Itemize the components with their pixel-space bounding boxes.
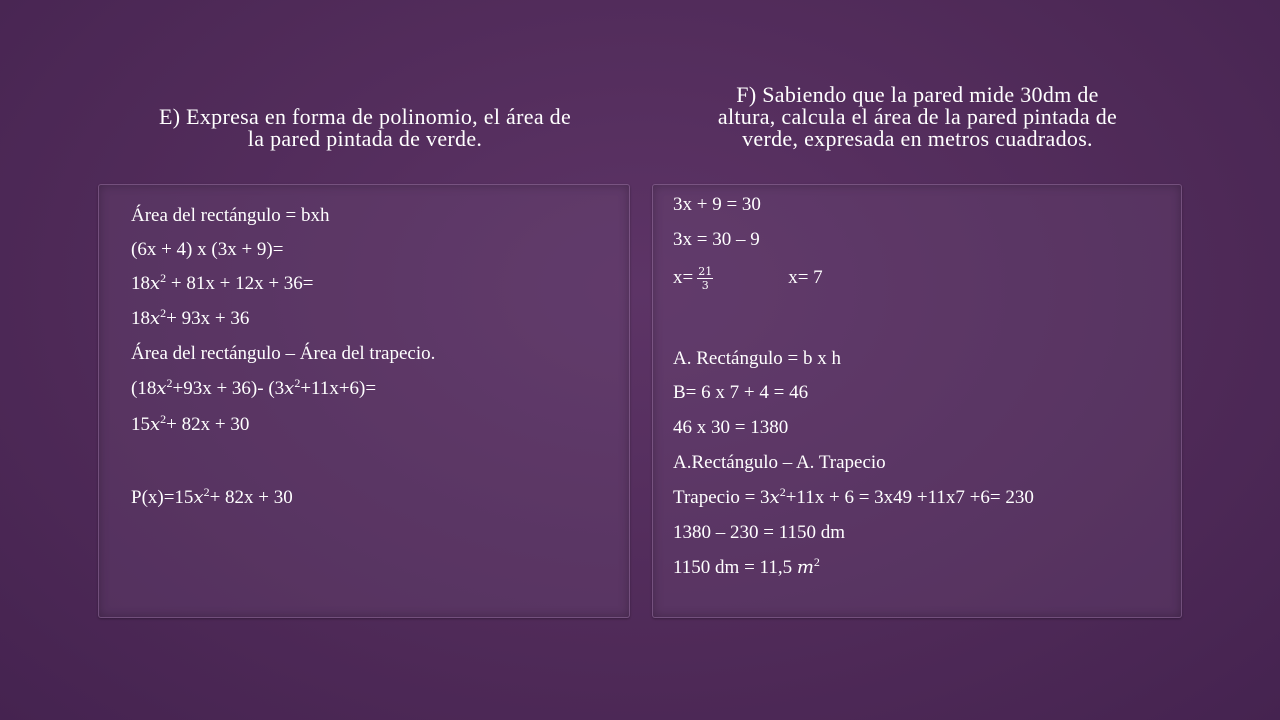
answer-e-line-7	[131, 414, 249, 436]
exponent: 2	[294, 376, 301, 390]
terms: + 82x + 30	[166, 414, 250, 435]
variable: x	[150, 273, 161, 294]
answer-f-line-4	[673, 348, 841, 370]
exponent: 2	[813, 555, 820, 569]
question-f-line-1: F) Sabiendo que la pared mide 30dm de	[736, 82, 1099, 107]
rectangle-area-product: (6x + 4) x (3x + 9)=	[131, 239, 284, 260]
conversion: 1150 dm = 11,5	[673, 557, 797, 578]
answer-e-line-2	[131, 239, 283, 261]
unit-m: m	[796, 557, 814, 578]
answer-f-line-8	[673, 487, 1034, 509]
answer-f-line-7	[673, 452, 886, 474]
coef: 18	[131, 308, 150, 329]
x-equals: x=	[673, 266, 694, 288]
coef: 18	[131, 273, 150, 294]
coef: 15	[131, 414, 150, 435]
part: +11x + 6 = 3x49 +11x7 +6= 230	[785, 487, 1034, 508]
part: (18	[131, 378, 157, 399]
question-e-line-2: la pared pintada de verde.	[247, 126, 483, 151]
answer-e-line-4	[131, 308, 249, 330]
exponent: 2	[203, 485, 210, 499]
answer-f-line-1	[673, 194, 761, 216]
fraction-denominator: 3	[701, 279, 709, 292]
answer-f-panel	[652, 184, 1182, 618]
answer-f-line-6	[673, 417, 788, 439]
base-calc: B= 6 x 7 + 4 = 46	[673, 382, 809, 403]
x-value: x= 7	[788, 266, 823, 288]
variable: x	[769, 487, 780, 508]
variable: x	[150, 308, 161, 329]
answer-e-line-5	[131, 343, 435, 365]
question-f-line-3: verde, expresada en metros cuadrados.	[742, 126, 1093, 151]
answer-e-line-6	[131, 378, 376, 400]
variable: x	[284, 378, 295, 399]
fraction	[697, 265, 713, 292]
part: Trapecio = 3	[673, 487, 770, 508]
answer-e-panel	[98, 184, 630, 618]
exponent: 2	[779, 485, 786, 499]
area-difference-label: A.Rectángulo – A. Trapecio	[673, 452, 886, 473]
exponent: 2	[160, 412, 167, 426]
variable: x	[150, 414, 161, 435]
rectangle-area-formula: Área del rectángulo = bxh	[131, 205, 330, 226]
rectangle-area-formula: A. Rectángulo = b x h	[673, 348, 841, 369]
part: +93x + 36)- (3	[172, 378, 285, 399]
equation: 3x + 9 = 30	[673, 194, 761, 215]
answer-f-line-5	[673, 382, 808, 404]
answer-f-line-2	[673, 229, 760, 251]
question-f-heading	[640, 84, 1195, 150]
terms: + 93x + 36	[166, 308, 250, 329]
equation: 3x = 30 – 9	[673, 229, 760, 250]
answer-e-line-3	[131, 273, 314, 295]
variable: x	[156, 378, 167, 399]
variable: x	[193, 487, 204, 508]
answer-f-line-3	[673, 265, 823, 292]
exponent: 2	[166, 376, 173, 390]
answer-e-line-1	[131, 205, 330, 227]
terms: + 81x + 12x + 36=	[166, 273, 314, 294]
question-e-heading	[90, 106, 640, 150]
question-f-line-2: altura, calcula el área de la pared pintada de	[717, 104, 1118, 129]
fraction-numerator: 21	[698, 265, 713, 278]
rectangle-area-calc: 46 x 30 = 1380	[673, 417, 789, 438]
question-e-line-1: E) Expresa en forma de polinomio, el área de	[158, 104, 572, 129]
terms: + 82x + 30	[209, 487, 293, 508]
area-difference-label: Área del rectángulo – Área del trapecio.	[131, 343, 436, 364]
answer-e-result	[131, 487, 293, 509]
part: +11x+6)=	[300, 378, 377, 399]
exponent: 2	[160, 306, 167, 320]
difference-calc: 1380 – 230 = 1150 dm	[673, 522, 846, 543]
answer-f-result	[673, 557, 820, 579]
answer-f-line-9	[673, 522, 845, 544]
polynomial-name: P(x)=15	[131, 487, 194, 508]
exponent: 2	[160, 271, 167, 285]
